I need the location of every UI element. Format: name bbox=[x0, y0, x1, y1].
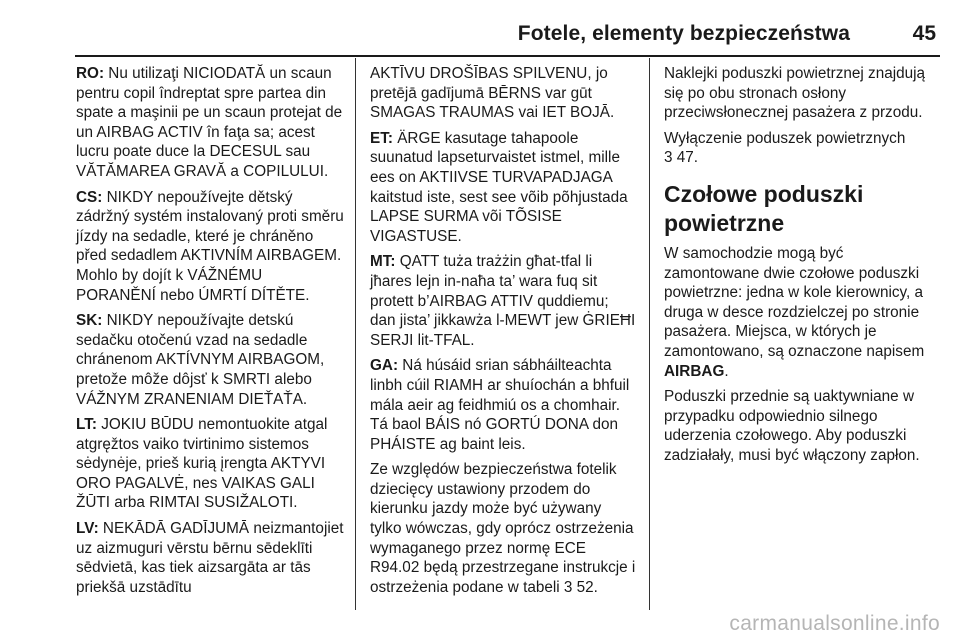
column-3 bbox=[664, 64, 940, 472]
page-reference-47[interactable]: 3 47. bbox=[664, 149, 699, 167]
lang-label-ga: GA: bbox=[370, 357, 399, 375]
warning-et bbox=[370, 129, 636, 247]
warning-lt-text: JOKIU BŪDU nemontuokite atgal atgręžtos vaiko tvirtinimo sistemos sėdynėje, prieš kurią įrengta AKTYVI ORO PAGALVĖ, nes VAIKAS GALI ŽŪTI arba RIMTAI SUSIŽALOTI. bbox=[76, 416, 328, 512]
warning-sk bbox=[76, 311, 346, 409]
airbag-disable-note bbox=[664, 129, 940, 168]
page-reference-52[interactable]: 3 52. bbox=[559, 578, 598, 596]
warning-lt bbox=[76, 415, 346, 513]
lang-label-lt: LT: bbox=[76, 416, 97, 434]
front-airbags-text-end: . bbox=[724, 362, 729, 380]
column-divider-2 bbox=[649, 58, 650, 610]
front-airbags-paragraph-2: Poduszki przednie są uaktywniane w przypadku odpowiednio silnego uderzenia czołowego. Aby poduszki zadziałały, musi być włączony zapłon. bbox=[664, 388, 920, 464]
warning-lv-text: NEKĀDĀ GADĪJUMĀ neizmantojiet uz aizmuguri vērstu bērnu sēdeklīti sēdvietā, kas tiek aizsargāta ar tās priekšā uzstādītu bbox=[76, 520, 344, 596]
page-header bbox=[0, 0, 960, 56]
warning-ga-text: Ná húsáid srian sábháilteachta linbh cúil RIAMH ar shuíochán a bhfuil mála aeir ag feidhmiú os a chomhair. Tá baol BÁIS nó GORTÚ DONA don PHÁISTE ag baint leis. bbox=[370, 357, 630, 453]
lang-label-cs: CS: bbox=[76, 188, 103, 206]
warning-et-text: ÄRGE kasutage tahapoole suunatud lapseturvaistet istmel, mille ees on AKTIIVSE TURVAPADJAGA kaitstud iste, sest see võib põhjustada LAPSE SURMA või TÕSISE VIGASTUSE. bbox=[370, 129, 628, 245]
column-divider-1 bbox=[355, 58, 356, 610]
section-heading: Czołowe poduszki powietrzne bbox=[664, 180, 864, 236]
header-rule bbox=[75, 55, 940, 57]
warning-lv-continued: AKTĪVU DROŠĪBAS SPILVENU, jo pretējā gadījumā BĒRNS var gūt SMAGAS TRAUMAS vai IET BOJĀ. bbox=[370, 65, 615, 122]
warning-lv bbox=[76, 519, 346, 597]
warning-ro-text: Nu utilizaţi NICIODATĂ un scaun pentru copil îndreptat spre partea din spate a maşinii pe un scaun protejat de un AIRBAG ACTIV în faţa sa; acest lucru poate duce la DECESUL sau VĂTĂMAREA GRAVĂ a COPILULUI. bbox=[76, 65, 343, 180]
front-airbags-paragraph-1 bbox=[664, 244, 940, 381]
watermark: carmanualsonline.info bbox=[729, 612, 940, 635]
warning-cs bbox=[76, 188, 346, 306]
warning-sk-text: NIKDY nepoužívajte detskú sedačku otočenú vzad na sedadle chránenom AKTÍVNYM AIRBAGOM, pretože môže dôjsť k SMRTI alebo VÁŽNYM ZRANENIAM DIEŤAŤA. bbox=[76, 312, 325, 408]
column-1 bbox=[76, 64, 346, 603]
safety-note-text: Ze względów bezpieczeństwa fotelik dziecięcy ustawiony przodem do kierunku jazdy może być używany tylko wówczas, gdy oprócz ostrzeżenia wymaganego przez normę ECE R94.02 będą przestrzegane instrukcje i ostrzeżenia podane w tabeli bbox=[370, 461, 636, 596]
lang-label-lv: LV: bbox=[76, 520, 99, 538]
lang-label-et: ET: bbox=[370, 129, 393, 147]
warning-mt-text: QATT tuża trażżin għat-tfal li jħares lejn in-naħa ta’ wara fuq sit protett b’AIRBAG ATTIV quddiemu; dan jista’ jikkawża l-MEWT jew ĠRIEĦI SERJI lit-TFAL. bbox=[370, 253, 636, 349]
lang-label-mt: MT: bbox=[370, 253, 396, 271]
safety-note-pl bbox=[370, 460, 636, 597]
column-2 bbox=[370, 64, 636, 603]
warning-cs-text: NIKDY nepoužívejte dětský zádržný systém instalovaný proti směru jízdy na sedadle, které je chráněno před sedadlem AKTIVNÍM AIRBAGEM. Mohlo by dojít k VÁŽNÉMU PORANĚNÍ nebo ÚMRTÍ DÍTĚTE. bbox=[76, 188, 344, 304]
page-number: 45 bbox=[912, 22, 936, 45]
page-title: Fotele, elementy bezpieczeństwa bbox=[517, 22, 850, 45]
warning-mt bbox=[370, 252, 636, 350]
airbag-label: AIRBAG bbox=[664, 362, 725, 380]
airbag-disable-text: Wyłączenie poduszek powietrznych bbox=[664, 129, 906, 147]
warning-ga bbox=[370, 356, 636, 454]
warning-ro bbox=[76, 64, 346, 182]
front-airbags-text: W samochodzie mogą być zamontowane dwie czołowe poduszki powietrzne: jedna w kole kierownicy, a druga w desce rozdzielczej po stronie pasażera. Miejsca, w których je zamontowano, są oznaczone napisem bbox=[664, 244, 925, 360]
lang-label-sk: SK: bbox=[76, 312, 103, 330]
sticker-note: Naklejki poduszki powietrznej znajdują się po obu stronach osłony przeciwsłonecznej pasażera z przodu. bbox=[664, 65, 926, 122]
lang-label-ro: RO: bbox=[76, 65, 105, 82]
